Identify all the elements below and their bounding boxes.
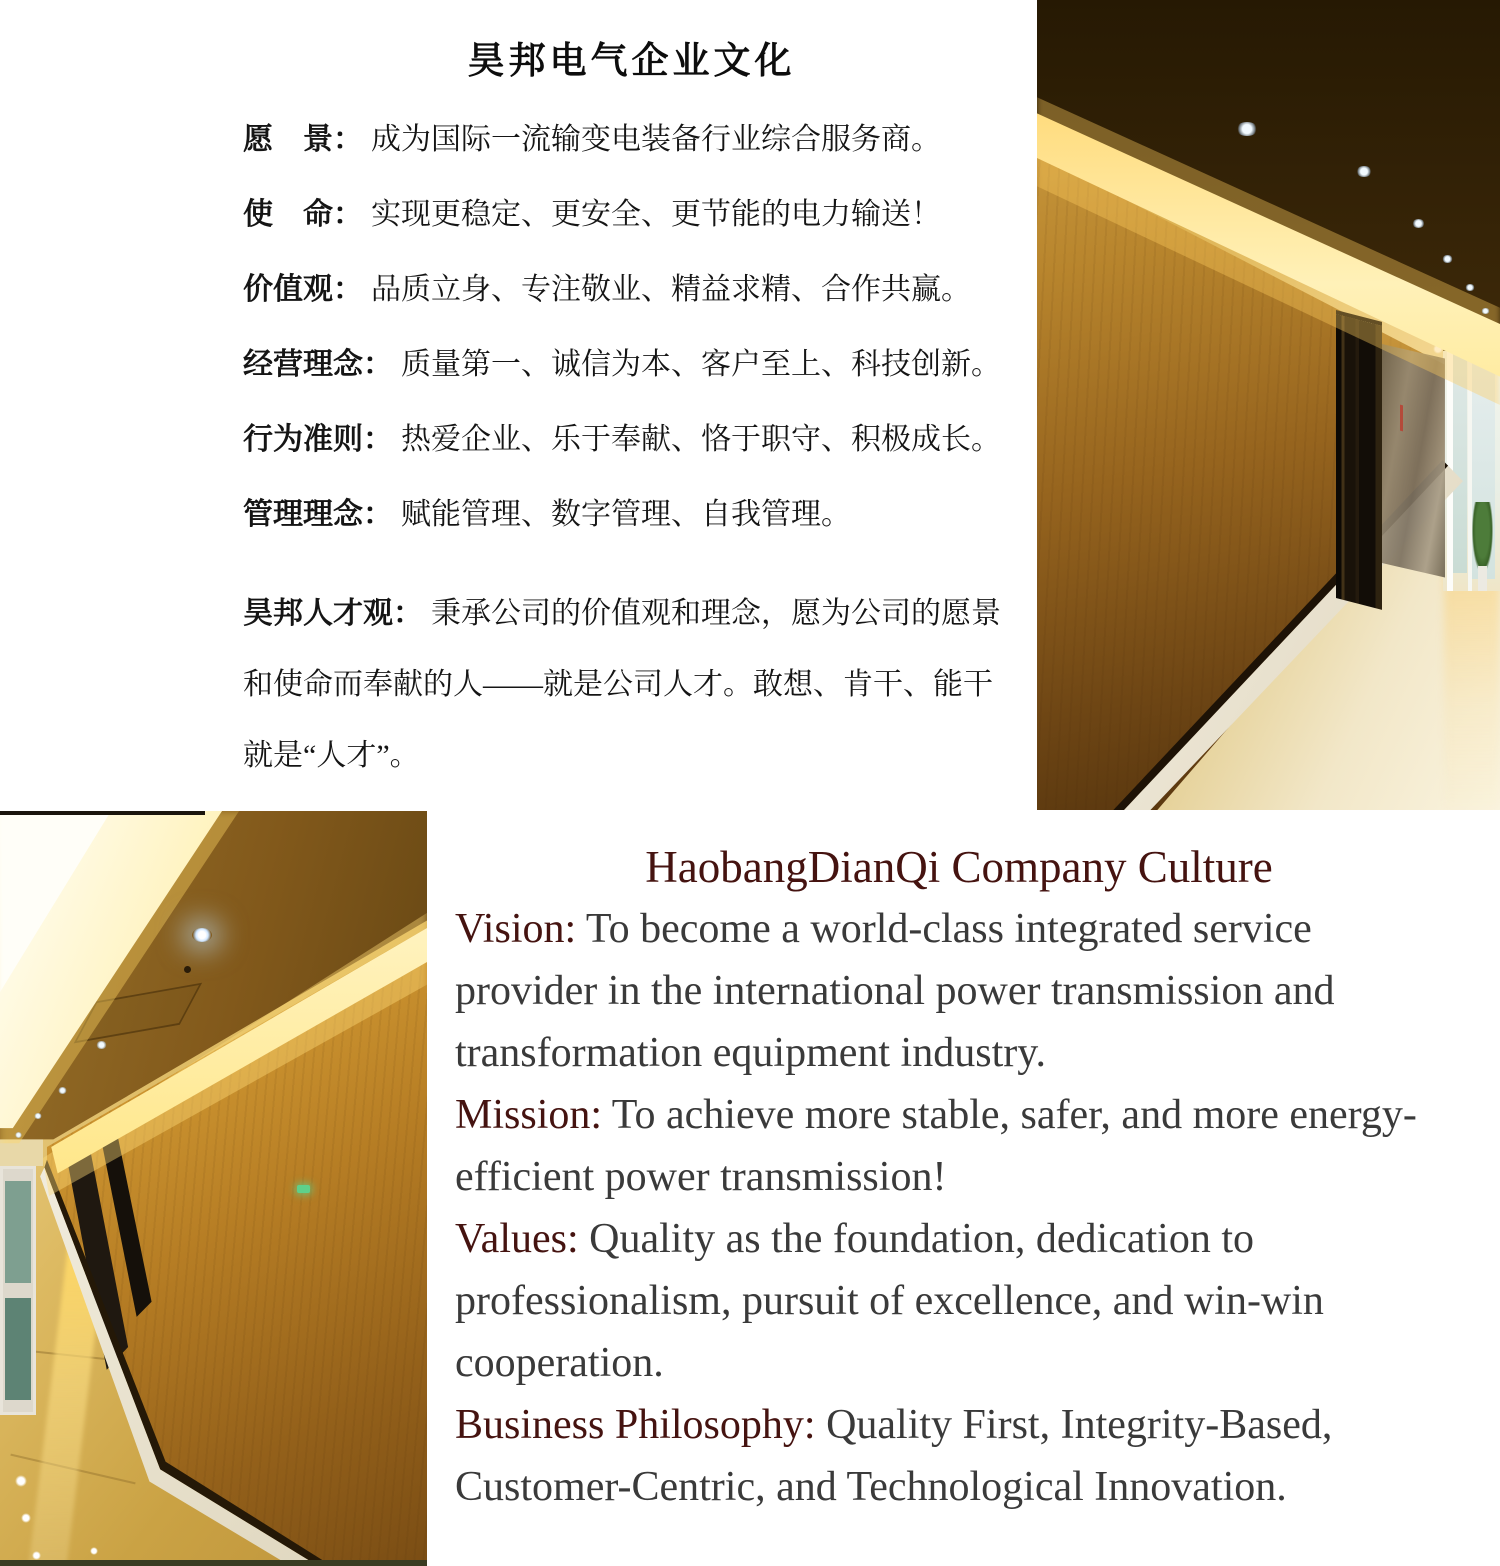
downlight bbox=[1465, 284, 1475, 291]
frosted-glass-wall bbox=[1382, 344, 1445, 577]
culture-item-text: 成为国际一流输变电装备行业综合服务商。 bbox=[371, 123, 941, 156]
elevator-door bbox=[1336, 314, 1382, 609]
corridor-photo-bottom-left bbox=[0, 811, 427, 1566]
floor-sparkle bbox=[90, 1547, 98, 1555]
culture-item-vision-en bbox=[455, 898, 1463, 1084]
english-title: HaobangDianQi Company Culture bbox=[645, 842, 1273, 892]
culture-talent-paragraph bbox=[243, 578, 1001, 791]
culture-item-text: 热爱企业、乐于奉献、恪于职守、积极成长。 bbox=[401, 423, 1001, 456]
plant-pot bbox=[1478, 566, 1487, 592]
chinese-title: 昊邦电气企业文化 bbox=[467, 41, 796, 82]
culture-item-label: 价值观： bbox=[243, 273, 363, 306]
culture-item-values-en bbox=[455, 1208, 1463, 1394]
corridor-photo-top-right bbox=[1037, 0, 1500, 810]
culture-item-philosophy-en bbox=[455, 1394, 1463, 1518]
downlight bbox=[1412, 219, 1425, 228]
culture-item-values bbox=[243, 252, 1037, 327]
culture-item-label: 昊邦人才观： bbox=[243, 597, 423, 630]
downlight bbox=[15, 1132, 22, 1138]
culture-item-label: Values: bbox=[455, 1216, 579, 1262]
culture-item-text: 品质立身、专注敬业、精益求精、合作共赢。 bbox=[371, 273, 971, 306]
culture-item-text: 实现更稳定、更安全、更节能的电力输送！ bbox=[371, 198, 941, 231]
culture-item-text: To achieve more stable, safer, and more energy-efficient power transmission! bbox=[455, 1092, 1417, 1200]
downlight bbox=[58, 1087, 67, 1094]
photo-bottom-edge bbox=[0, 1560, 427, 1566]
culture-item-label: Vision: bbox=[455, 906, 577, 952]
culture-item-label: 经营理念： bbox=[243, 348, 393, 381]
culture-item-mission bbox=[243, 177, 1037, 252]
chinese-body bbox=[243, 102, 1037, 791]
culture-item-business bbox=[243, 327, 1037, 402]
english-culture-section bbox=[455, 822, 1463, 1518]
culture-item-conduct bbox=[243, 402, 1037, 477]
culture-item-label: Mission: bbox=[455, 1092, 603, 1138]
culture-item-label: 愿 景： bbox=[243, 123, 363, 156]
potted-plant bbox=[1472, 502, 1493, 573]
culture-item-text: 秉承公司的价值观和理念，愿为公司的愿景和使命而奉献的人——就是公司人才。敢想、肯干、能干就是“人才”。 bbox=[243, 597, 1001, 772]
culture-item-vision bbox=[243, 102, 1037, 177]
culture-item-label: 管理理念： bbox=[243, 498, 393, 531]
culture-item-text: To become a world-class integrated service provider in the international power transmission and transformation equipment industry. bbox=[455, 906, 1335, 1076]
culture-item-mission-en bbox=[455, 1084, 1463, 1208]
culture-item-label: 使 命： bbox=[243, 198, 363, 231]
downlight bbox=[1236, 122, 1258, 136]
culture-item-management bbox=[243, 477, 1037, 552]
culture-item-text: 质量第一、诚信为本、客户至上、科技创新。 bbox=[401, 348, 1001, 381]
culture-item-label: 行为准则： bbox=[243, 423, 393, 456]
culture-item-text: Quality as the foundation, dedication to professionalism, pursuit of excellence, and win-win cooperation. bbox=[455, 1216, 1324, 1386]
photo-top-edge bbox=[0, 811, 205, 815]
culture-item-label: Business Philosophy: bbox=[455, 1402, 816, 1448]
culture-item-text: 赋能管理、数字管理、自我管理。 bbox=[401, 498, 851, 531]
door-glass-pane bbox=[5, 1298, 30, 1400]
glass-door bbox=[0, 1166, 36, 1415]
culture-item-text: Quality First, Integrity-Based, Customer-Centric, and Technological Innovation. bbox=[455, 1402, 1333, 1510]
door-glass-pane bbox=[5, 1181, 30, 1283]
exit-sign bbox=[297, 1185, 310, 1193]
floor-sparkle bbox=[32, 1551, 41, 1560]
chinese-culture-section bbox=[0, 0, 1037, 821]
